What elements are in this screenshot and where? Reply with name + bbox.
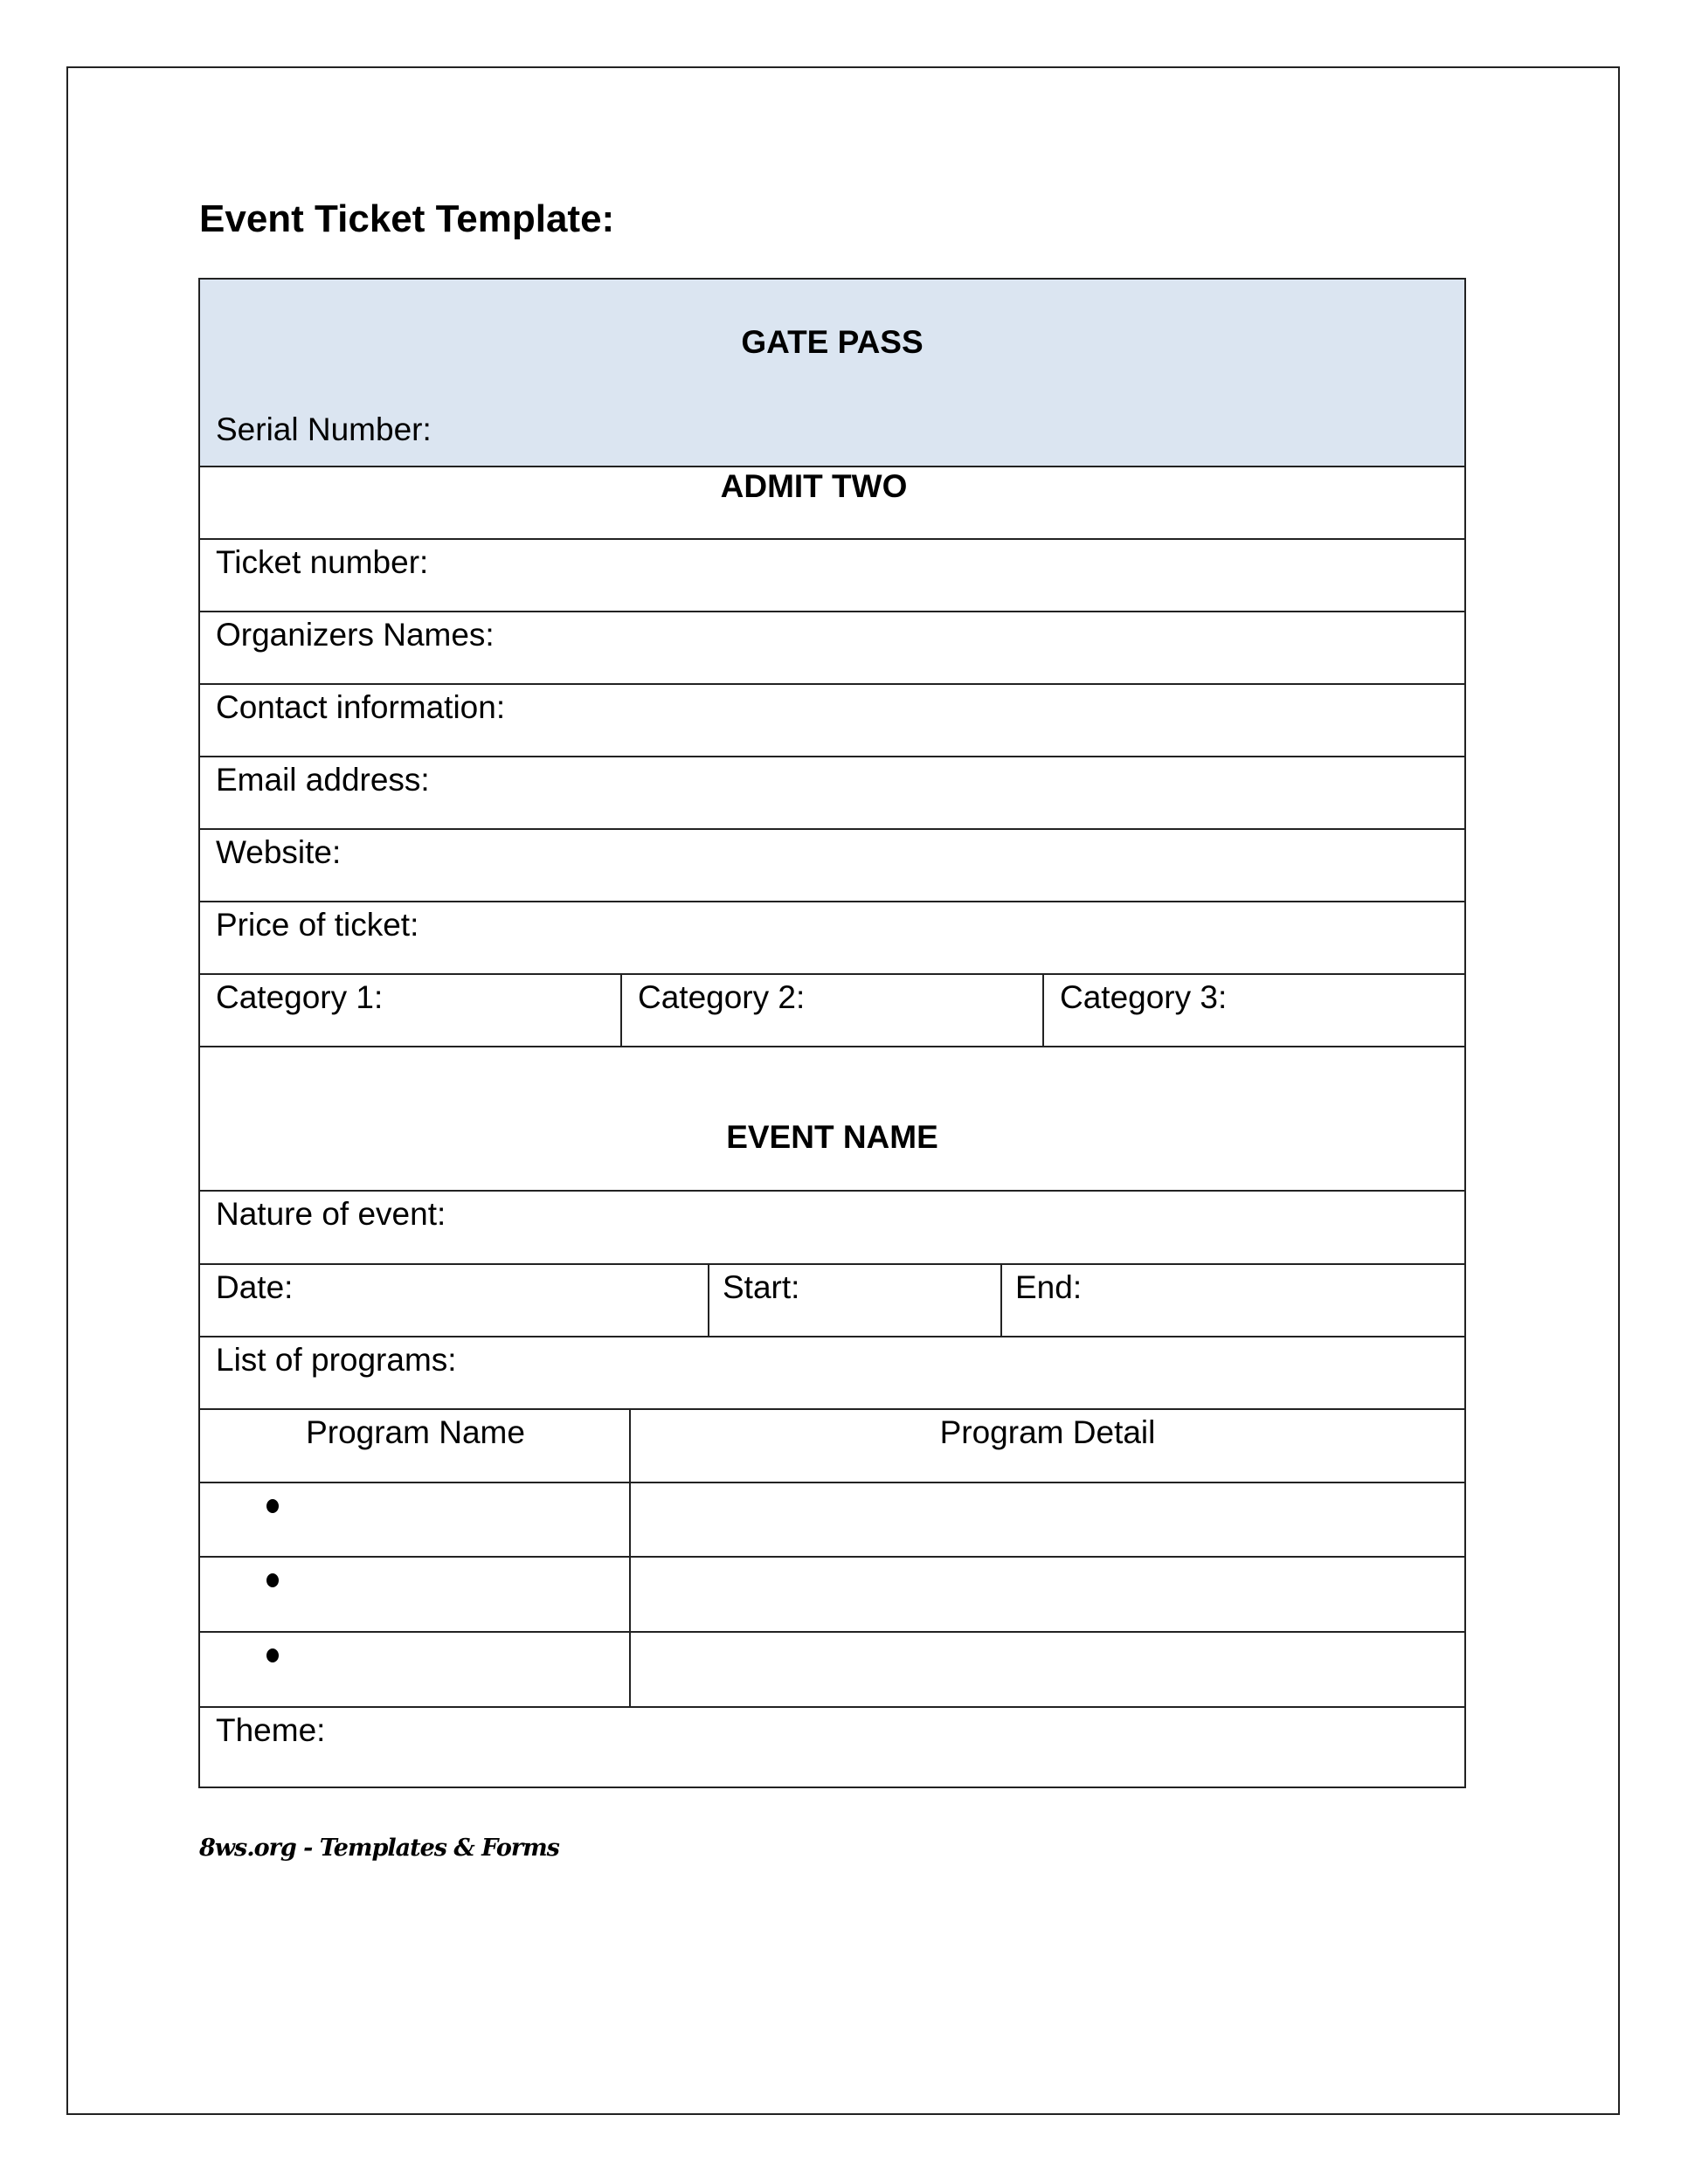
- website-label: Website:: [216, 834, 342, 870]
- start-label: Start:: [723, 1269, 800, 1305]
- bullet-icon: [266, 1499, 279, 1513]
- program-detail-header: Program Detail: [939, 1414, 1156, 1450]
- email-label: Email address:: [216, 762, 430, 798]
- category-2-cell[interactable]: [620, 973, 1043, 1046]
- programs-label: List of programs:: [216, 1342, 457, 1378]
- email-row[interactable]: [200, 756, 1464, 830]
- bullet-icon: [266, 1573, 279, 1587]
- program-name-cell[interactable]: [200, 1631, 631, 1706]
- gate-pass-heading: GATE PASS: [741, 324, 924, 360]
- event-name-heading: EVENT NAME: [726, 1119, 938, 1155]
- ticket-number-row[interactable]: [200, 538, 1464, 612]
- programs-label-row: [200, 1336, 1464, 1410]
- event-name-row: [200, 1046, 1464, 1192]
- category-1-label: Category 1:: [216, 979, 384, 1015]
- theme-row[interactable]: [200, 1706, 1464, 1788]
- contact-label: Contact information:: [216, 689, 506, 725]
- date-cell[interactable]: [200, 1263, 709, 1336]
- page-title: Event Ticket Template:: [199, 197, 615, 240]
- program-detail-cell[interactable]: [629, 1556, 1464, 1631]
- program-row: [200, 1482, 1464, 1558]
- admit-row: [200, 466, 1464, 540]
- ticket-form-table: [198, 278, 1466, 1788]
- date-label: Date:: [216, 1269, 294, 1305]
- schedule-row: [200, 1263, 1464, 1337]
- end-label: End:: [1015, 1269, 1083, 1305]
- category-3-label: Category 3:: [1060, 979, 1228, 1015]
- program-name-cell[interactable]: [200, 1556, 631, 1631]
- contact-row[interactable]: [200, 683, 1464, 757]
- program-row: [200, 1631, 1464, 1708]
- end-cell[interactable]: [1000, 1263, 1464, 1336]
- theme-label: Theme:: [216, 1712, 326, 1748]
- bullet-icon: [266, 1648, 279, 1662]
- footer-credit: 8ws.org - Templates & Forms: [199, 1835, 559, 1862]
- program-detail-header-cell: [629, 1408, 1464, 1482]
- admit-label: ADMIT TWO: [720, 468, 908, 504]
- category-2-label: Category 2:: [638, 979, 806, 1015]
- program-name-header-cell: [200, 1408, 631, 1482]
- program-name-cell[interactable]: [200, 1482, 631, 1556]
- program-detail-cell[interactable]: [629, 1482, 1464, 1556]
- category-3-cell[interactable]: [1042, 973, 1464, 1046]
- nature-row[interactable]: [200, 1190, 1464, 1265]
- gate-pass-header: [200, 280, 1464, 467]
- program-name-header: Program Name: [306, 1414, 525, 1450]
- program-table-header: [200, 1408, 1464, 1483]
- organizers-row[interactable]: [200, 611, 1464, 685]
- website-row[interactable]: [200, 828, 1464, 902]
- program-row: [200, 1556, 1464, 1633]
- ticket-number-label: Ticket number:: [216, 544, 429, 580]
- price-row[interactable]: [200, 901, 1464, 975]
- serial-number-label: Serial Number:: [216, 411, 432, 447]
- nature-label: Nature of event:: [216, 1196, 446, 1232]
- program-detail-cell[interactable]: [629, 1631, 1464, 1706]
- category-1-cell[interactable]: [200, 973, 622, 1046]
- start-cell[interactable]: [708, 1263, 1002, 1336]
- organizers-label: Organizers Names:: [216, 617, 495, 653]
- price-label: Price of ticket:: [216, 907, 419, 943]
- categories-row: [200, 973, 1464, 1047]
